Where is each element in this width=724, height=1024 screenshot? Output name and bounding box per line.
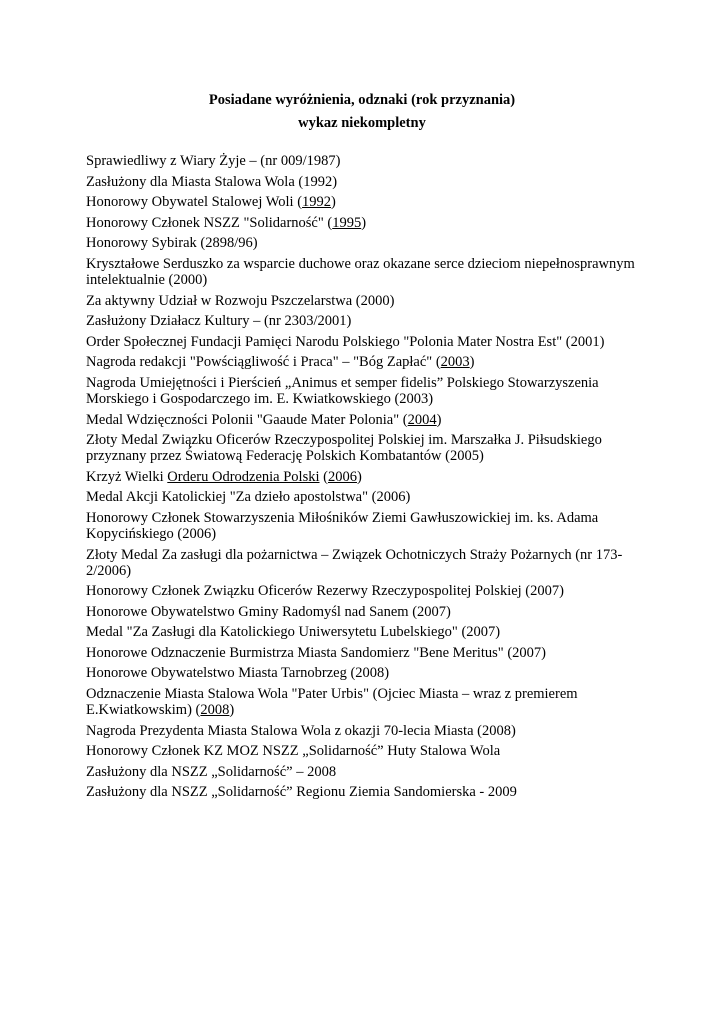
document-subtitle: wykaz niekompletny [298, 115, 426, 131]
year-link[interactable]: 1992 [302, 194, 332, 211]
list-item: Za aktywny Udział w Rozwoju Pszczelarstwa (2000) [86, 292, 395, 309]
list-item: Odznaczenie Miasta Stalowa Wola "Pater Urbis" (Ojciec Miasta – wraz z premierem E.Kwiatkowskim) (2008) [86, 686, 578, 719]
awards-list [86, 153, 638, 805]
list-item: Honorowe Obywatelstwo Miasta Tarnobrzeg (2008) [86, 665, 390, 682]
list-item: Zasłużony Działacz Kultury – (nr 2303/2001) [86, 313, 352, 330]
list-item: Honorowy Członek Związku Oficerów Rezerwy Rzeczypospolitej Polskiej (2007) [86, 583, 564, 600]
list-item: Honorowy Członek Stowarzyszenia Miłośników Ziemi Gawłuszowickiej im. ks. Adama Kopycińskiego (2006) [86, 509, 599, 542]
list-item: Medal "Za Zasługi dla Katolickiego Uniwersytetu Lubelskiego" (2007) [86, 624, 501, 641]
list-item: Medal Akcji Katolickiej "Za dzieło apostolstwa" (2006) [86, 489, 411, 506]
list-item: Order Społecznej Fundacji Pamięci Narodu Polskiego "Polonia Mater Nostra Est" (2001) [86, 333, 605, 350]
year-link[interactable]: 2006 [327, 468, 357, 485]
list-item: Honorowy Sybirak (2898/96) [86, 235, 258, 252]
order-link[interactable]: Orderu Odrodzenia Polski [167, 468, 320, 485]
list-item: Honorowy Obywatel Stalowej Woli (1992) [86, 194, 336, 211]
list-item: Honorowy Członek KZ MOZ NSZZ „Solidarność” Huty Stalowa Wola [86, 743, 501, 760]
list-item: Honorowe Obywatelstwo Gminy Radomyśl nad Sanem (2007) [86, 603, 451, 620]
year-link[interactable]: 2003 [440, 354, 470, 371]
year-link[interactable]: 2008 [200, 702, 230, 719]
list-item: Zasłużony dla NSZZ „Solidarność” – 2008 [86, 763, 337, 780]
list-item: Krzyż Wielki Orderu Odrodzenia Polski (2006) [86, 468, 362, 485]
list-item: Zasłużony dla Miasta Stalowa Wola (1992) [86, 173, 338, 190]
list-item: Nagroda redakcji "Powściągliwość i Praca" – "Bóg Zapłać" (2003) [86, 354, 475, 371]
list-item: Zasłużony dla NSZZ „Solidarność” Regionu Ziemia Sandomierska - 2009 [86, 784, 517, 801]
document-title: Posiadane wyróżnienia, odznaki (rok przyznania) [208, 92, 516, 108]
list-item: Nagroda Prezydenta Miasta Stalowa Wola z okazji 70-lecia Miasta (2008) [86, 722, 516, 739]
list-item: Sprawiedliwy z Wiary Żyje – (nr 009/1987) [86, 153, 341, 169]
list-item: Kryształowe Serduszko za wsparcie duchowe oraz okazane serce dzieciom niepełnosprawnym intelektualnie (2000) [86, 255, 635, 288]
list-item: Złoty Medal Związku Oficerów Rzeczypospolitej Polskiej im. Marszałka J. Piłsudskiego przyznany przez Światową Federację Polskich Kombatantów (2005) [86, 432, 602, 465]
year-link[interactable]: 2004 [407, 411, 437, 428]
list-item: Złoty Medal Za zasługi dla pożarnictwa – Związek Ochotniczych Straży Pożarnych (nr 173-2/2006) [86, 546, 623, 579]
year-link[interactable]: 1995 [332, 214, 362, 231]
list-item: Medal Wdzięczności Polonii "Gaaude Mater Polonia" (2004) [86, 411, 442, 428]
list-item: Nagroda Umiejętności i Pierścień „Animus et semper fidelis” Polskiego Stowarzyszenia Morskiego i Gospodarczego im. E. Kwiatkowskiego (2003) [86, 374, 599, 407]
list-item: Honorowy Członek NSZZ "Solidarność" (1995) [86, 214, 367, 231]
list-item: Honorowe Odznaczenie Burmistrza Miasta Sandomierz "Bene Meritus" (2007) [86, 644, 546, 661]
